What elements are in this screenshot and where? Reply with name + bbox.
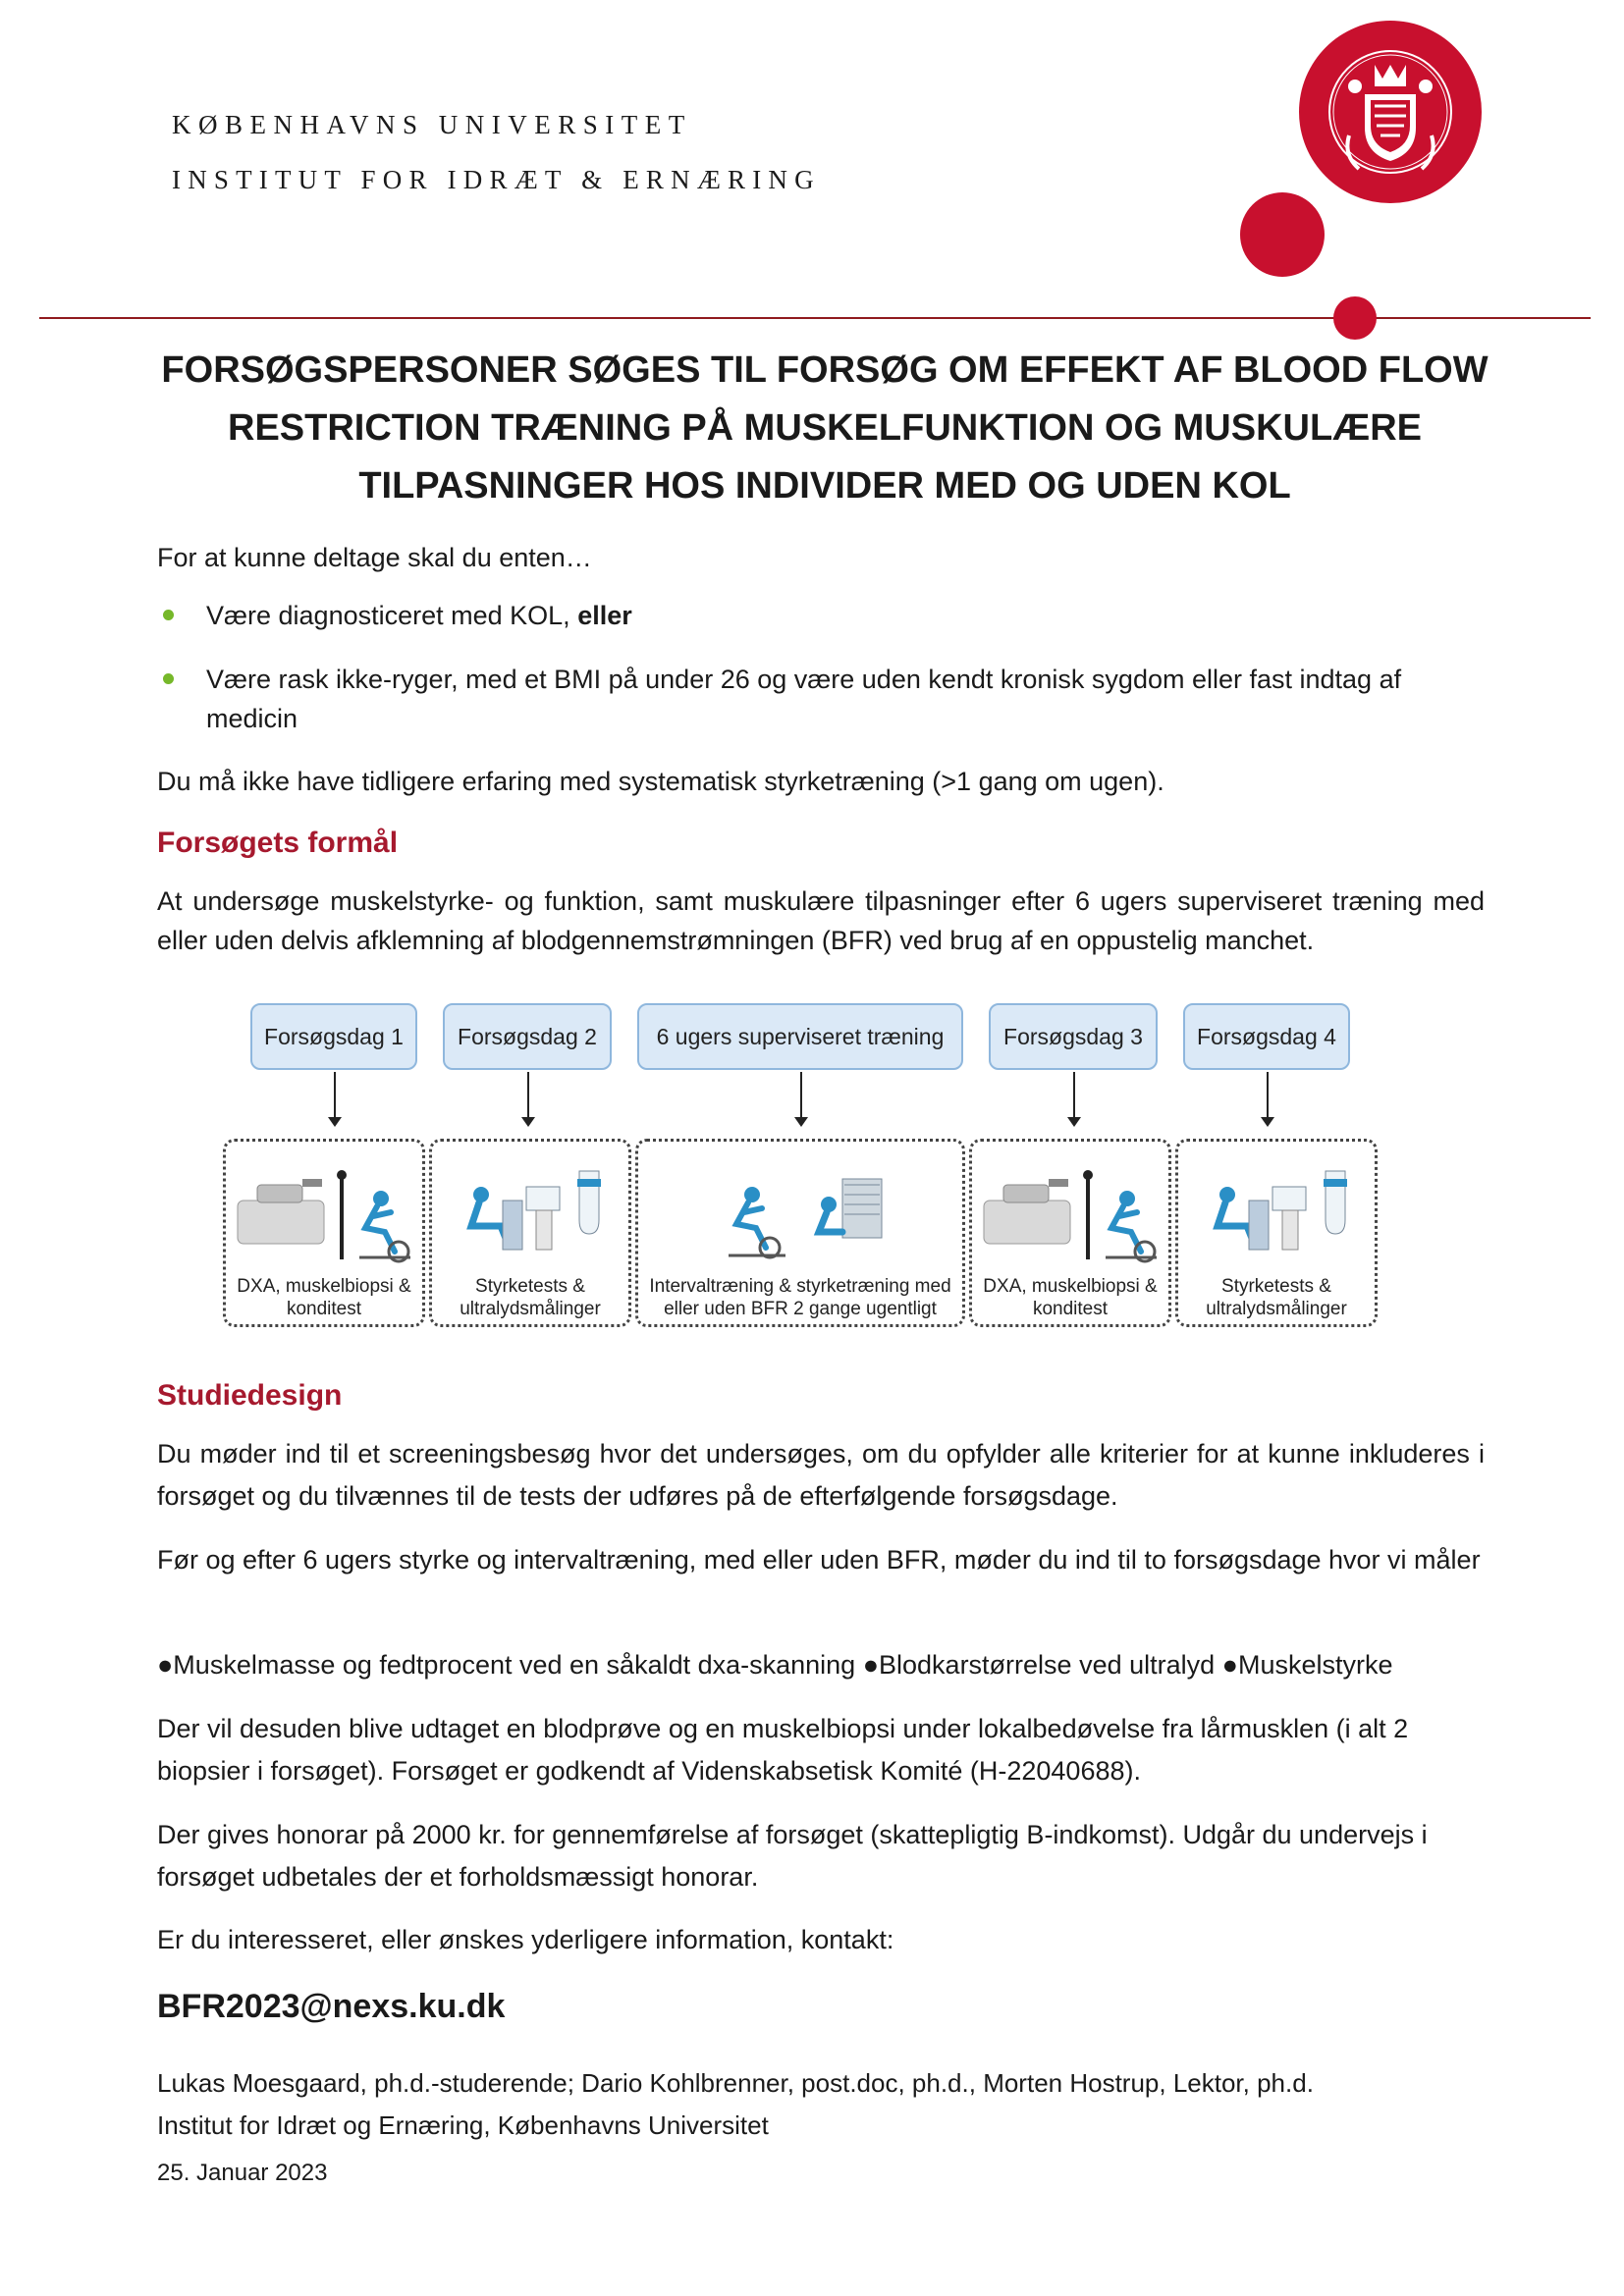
exclusion-text: Du må ikke have tidligere erfaring med systematisk styrketræning (>1 gang om ugen). [157,767,1164,796]
down-arrow-icon [334,1072,336,1123]
measures-list: ●Muskelmasse og fedtprocent ved en såkaldt dxa-skanning ●Blodkarstørrelse ved ultralyd ●Muskelstyrke [157,1650,1393,1680]
dxa-scanner-icon [234,1161,420,1269]
decorative-dot-large [1240,192,1325,277]
strength-ultrasound-icon [452,1161,619,1259]
bullet-bold-text: eller [577,601,632,630]
institute-name: INSTITUT FOR IDRÆT & ERNÆRING [172,165,821,194]
contact-email[interactable]: BFR2023@nexs.ku.dk [157,1988,506,2025]
timeline-detail-label: Styrketests & ultralydsmålinger [1206,1276,1347,1319]
down-arrow-icon [527,1072,529,1123]
design-paragraph-1: Du møder ind til et screeningsbesøg hvor det undersøges, om du opfylder alle kriterier for at kunne inkluderes i forsøget og du tilvænnes til de tests der udføres på de efterfølgende forsøgsdage. [157,1439,1485,1511]
timeline-step-box: 6 ugers superviseret træning [637,1003,963,1070]
timeline-step-box: Forsøgsdag 2 [443,1003,612,1070]
timeline-detail-label: DXA, muskelbiopsi & konditest [983,1276,1158,1319]
timeline-step-box: Forsøgsdag 3 [989,1003,1158,1070]
dxa-scanner-icon [980,1161,1166,1269]
section-heading-purpose: Forsøgets formål [157,827,399,859]
strength-ultrasound-icon [1198,1161,1365,1259]
study-timeline-diagram [211,974,1419,1347]
timeline-detail-box [969,1139,1171,1327]
timeline-detail-label: DXA, muskelbiopsi & konditest [237,1276,411,1319]
contact-people: Lukas Moesgaard, ph.d.-studerende; Dario Kohlbrenner, post.doc, ph.d., Morten Hostrup, Lektor, ph.d. [157,2068,1314,2098]
timeline-detail-label: Intervaltræning & styrketræning med eller uden BFR 2 gange ugentligt [649,1276,951,1319]
design-paragraph-2: Før og efter 6 ugers styrke og intervaltræning, med eller uden BFR, møder du ind til to forsøgsdage hvor vi måler [157,1545,1481,1575]
timeline-detail-box [635,1139,965,1327]
purpose-text: At undersøge muskelstyrke- og funktion, samt muskulære tilpasninger efter 6 ugers superviseret træning med eller uden delvis afklemning af blodgennemstrømningen (BFR) ved brug af en oppustelig manchet. [157,886,1485,955]
design-paragraph-5: Er du interesseret, eller ønskes yderligere information, kontakt: [157,1925,894,1954]
design-paragraph-3: Der vil desuden blive udtaget en blodprøve og en muskelbiopsi under lokalbedøvelse fra lårmusklen (i alt 2 biopsier i forsøget). Forsøget er godkendt af Videnskabsetisk Komité (H-22040688). [157,1714,1409,1786]
decorative-dot-small [1333,296,1377,340]
bullet-text: Være rask ikke-ryger, med et BMI på under 26 og være uden kendt kronisk sygdom eller fast indtag af medicin [206,665,1402,733]
page-title: FORSØGSPERSONER SØGES TIL FORSØG OM EFFEKT AF BLOOD FLOW RESTRICTION TRÆNING PÅ MUSKELFUNKTION OG MUSKULÆRE TILPASNINGER HOS INDIVIDER MED OG UDEN KOL [161,349,1489,507]
timeline-detail-label: Styrketests & ultralydsmålinger [460,1276,601,1319]
down-arrow-icon [800,1072,802,1123]
timeline-step-box: Forsøgsdag 4 [1183,1003,1350,1070]
document-date: 25. Januar 2023 [157,2160,328,2186]
timeline-detail-box [429,1139,631,1327]
timeline-detail-box [1175,1139,1378,1327]
section-heading-design: Studiedesign [157,1379,343,1412]
university-seal-logo [1296,18,1485,206]
university-name: KØBENHAVNS UNIVERSITET [172,110,692,139]
bullet-icon [163,610,174,620]
training-icon [707,1161,903,1259]
down-arrow-icon [1073,1072,1075,1123]
contact-institution: Institut for Idræt og Ernæring, Københavns Universitet [157,2110,769,2140]
down-arrow-icon [1267,1072,1269,1123]
bullet-text: Være diagnosticeret med KOL, [206,601,578,630]
intro-text: For at kunne deltage skal du enten… [157,543,592,572]
bullet-icon [163,673,174,684]
timeline-step-box: Forsøgsdag 1 [250,1003,417,1070]
timeline-detail-box [223,1139,425,1327]
design-paragraph-4: Der gives honorar på 2000 kr. for gennemførelse af forsøget (skattepligtig B-indkomst). Udgår du undervejs i forsøget udbetales der et forholdsmæssigt honorar. [157,1820,1428,1892]
